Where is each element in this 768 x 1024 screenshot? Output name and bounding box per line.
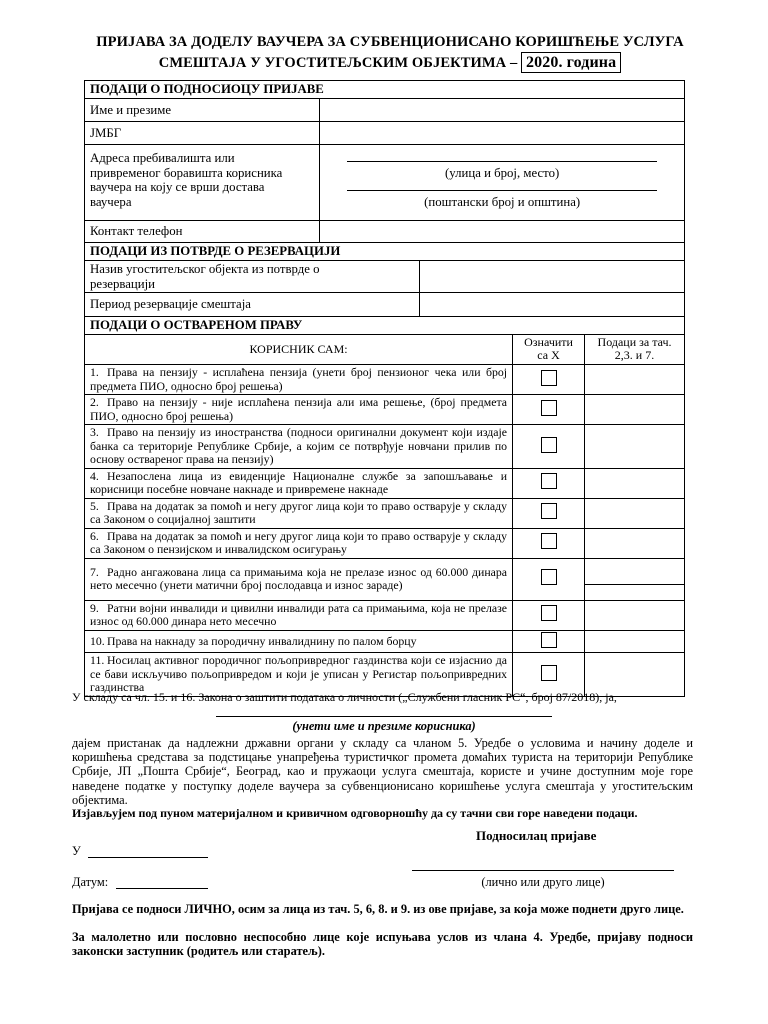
checkbox-2[interactable] bbox=[541, 400, 557, 416]
row-period bbox=[85, 293, 685, 317]
checkbox-7[interactable] bbox=[541, 569, 557, 585]
data-field-3[interactable] bbox=[585, 425, 685, 469]
application-table bbox=[84, 80, 685, 697]
consent-body: дајем пристанак да надлежни државни органи у складу са чланом 5. Уредбе о условима и начину доделе и коришћења средстава за подстицање унапређења туристичког промета домаћих туриста на територији Републике Србије, ЈП „Пошта Србије“, Београд, као и пружаоци услуга смештаја, користе и учине доступним моје горе наведене податке у поступку доделе ваучера за субвенционисано коришћење услуга смештаја у угоститељским објектима. bbox=[72, 736, 693, 807]
checkbox-6[interactable] bbox=[541, 533, 557, 549]
row-phone bbox=[85, 221, 685, 243]
place-label: У bbox=[72, 844, 81, 858]
data-field-7-line bbox=[584, 573, 685, 585]
checkbox-4[interactable] bbox=[541, 473, 557, 489]
row-jmbg bbox=[85, 122, 685, 145]
data-field-10[interactable] bbox=[585, 630, 685, 653]
right-item-7: 7. Радно ангажована лица са примањима која не прелазе износ од 60.000 динара нето месечно (унети матични број послодавца и износ зараде) bbox=[85, 558, 685, 600]
place-field[interactable] bbox=[88, 844, 208, 858]
date-field[interactable] bbox=[116, 875, 208, 889]
col-user: КОРИСНИК САМ: bbox=[85, 335, 513, 365]
checkbox-9[interactable] bbox=[541, 605, 557, 621]
user-name-line[interactable] bbox=[216, 704, 552, 717]
right-item-5: 5. Права на додатак за помоћ и негу другог лица који то право остварује у складу са Законом о социјалној заштити bbox=[85, 498, 685, 528]
data-field-7[interactable] bbox=[585, 558, 685, 600]
row-address bbox=[85, 145, 685, 221]
user-name-hint: (унети име и презиме корисника) bbox=[292, 719, 476, 733]
row-name bbox=[85, 99, 685, 122]
note-legal-representative: За малолетно или пословно неспособно лице које испуњава услов из члана 4. Уредбе, пријаву подноси законски заступник (родитељ или старатељ). bbox=[72, 930, 693, 959]
date-label: Датум: bbox=[72, 875, 109, 889]
right-item-10: 10. Права на накнаду за породичну инвалиднину по палом борцу bbox=[85, 630, 685, 653]
declaration: Изјављујем под пуном материјалном и кривичном одговорношћу да су тачни сви горе наведени подаци. bbox=[72, 806, 638, 820]
applicant-section-header: ПОДАЦИ О ПОДНОСИОЦУ ПРИЈАВЕ bbox=[85, 81, 685, 99]
right-item-6: 6. Права на додатак за помоћ и негу другог лица који то право остварује у складу са Законом о пензијском и инвалидском осигурању bbox=[85, 528, 685, 558]
label-name: Име и презиме bbox=[85, 99, 320, 122]
object-field[interactable] bbox=[420, 261, 685, 293]
rights-section-header: ПОДАЦИ О ОСТВАРЕНОМ ПРАВУ bbox=[85, 317, 685, 335]
address-field[interactable] bbox=[320, 145, 685, 221]
checkbox-1[interactable] bbox=[541, 370, 557, 386]
note-personal-submission: Пријава се подноси ЛИЧНО, осим за лица из тач. 5, 6, 8. и 9. из ове пријаве, за која може поднети друго лице. bbox=[72, 902, 684, 916]
title-line-1: ПРИЈАВА ЗА ДОДЕЛУ ВАУЧЕРА ЗА СУБВЕНЦИОНИСАНО КОРИШЋЕЊЕ УСЛУГА bbox=[96, 34, 684, 50]
consent-intro: У складу са чл. 15. и 16. Закона о заштити података о личности („Службени гласник РС“, број 87/2018), ја, bbox=[72, 690, 617, 704]
address-hint-street: (улица и број, место) bbox=[445, 165, 560, 180]
rights-column-headers bbox=[85, 335, 685, 365]
label-period: Период резервације смештаја bbox=[85, 293, 420, 317]
reservation-section-header: ПОДАЦИ ИЗ ПОТВРДЕ О РЕЗЕРВАЦИЈИ bbox=[85, 243, 685, 261]
jmbg-field[interactable] bbox=[320, 122, 685, 145]
right-item-3: 3. Право на пензију из иностранства (подноси оригинални документ који издаје банка са територије Републике Србије, а којим се потврђује новчани прилив по основу оствареног права на пензију) bbox=[85, 425, 685, 469]
form-title bbox=[70, 33, 710, 73]
name-field[interactable] bbox=[320, 99, 685, 122]
phone-field[interactable] bbox=[320, 221, 685, 243]
label-jmbg: ЈМБГ bbox=[85, 122, 320, 145]
title-line-2: СМЕШТАЈА У УГОСТИТЕЉСКИМ ОБЈЕКТИМА – 2020. година bbox=[70, 52, 710, 73]
checkbox-3[interactable] bbox=[541, 437, 557, 453]
data-field-5[interactable] bbox=[585, 498, 685, 528]
data-field-2[interactable] bbox=[585, 395, 685, 425]
data-field-1[interactable] bbox=[585, 365, 685, 395]
label-phone: Контакт телефон bbox=[85, 221, 320, 243]
right-item-9: 9. Ратни војни инвалиди и цивилни инвалиди рата са примањима, која не прелазе износ од 60.000 динара нето месечно bbox=[85, 600, 685, 630]
applicant-label: Подносилац пријаве bbox=[476, 828, 597, 843]
period-field[interactable] bbox=[420, 293, 685, 317]
col-mark: Означити са Х bbox=[513, 335, 585, 365]
row-object bbox=[85, 261, 685, 293]
right-item-1: 1. Права на пензију - исплаћена пензија (унети број пензионог чека или број предмета ПИО, односно број решења) bbox=[85, 365, 685, 395]
label-address: Адреса пребивалишта или привременог боравишта корисника ваучера на коју се врши достава ваучера bbox=[85, 145, 320, 221]
right-item-2: 2. Право на пензију - није исплаћена пензија али има решење, (број предмета ПИО, односно број решења) bbox=[85, 395, 685, 425]
label-object: Назив угоститељског објекта из потврде о резервацији bbox=[85, 261, 420, 293]
data-field-9[interactable] bbox=[585, 600, 685, 630]
data-field-4[interactable] bbox=[585, 468, 685, 498]
col-data: Подаци за тач. 2,3. и 7. bbox=[585, 335, 685, 365]
address-line-2[interactable] bbox=[347, 180, 657, 191]
right-item-4: 4. Незапослена лица из евиденције Националне службе за запошљавање и корисници посебне новчане накнаде и привремене накнаде bbox=[85, 468, 685, 498]
signer-hint: (лично или друго лице) bbox=[481, 875, 605, 889]
address-line-1[interactable] bbox=[347, 149, 657, 162]
address-hint-postal: (поштански број и општина) bbox=[424, 194, 581, 209]
signature-line[interactable] bbox=[412, 858, 674, 871]
checkbox-10[interactable] bbox=[541, 632, 557, 648]
checkbox-11[interactable] bbox=[541, 665, 557, 681]
data-field-6[interactable] bbox=[585, 528, 685, 558]
year-badge: 2020. година bbox=[521, 52, 621, 73]
checkbox-5[interactable] bbox=[541, 503, 557, 519]
right-item-11: 11. Носилац активног породичног пољопривредног газдинства који се изјаснио да се бави искључиво пољопривредом и који је уписан у Регистар пољопривредних газдинства bbox=[85, 653, 685, 697]
